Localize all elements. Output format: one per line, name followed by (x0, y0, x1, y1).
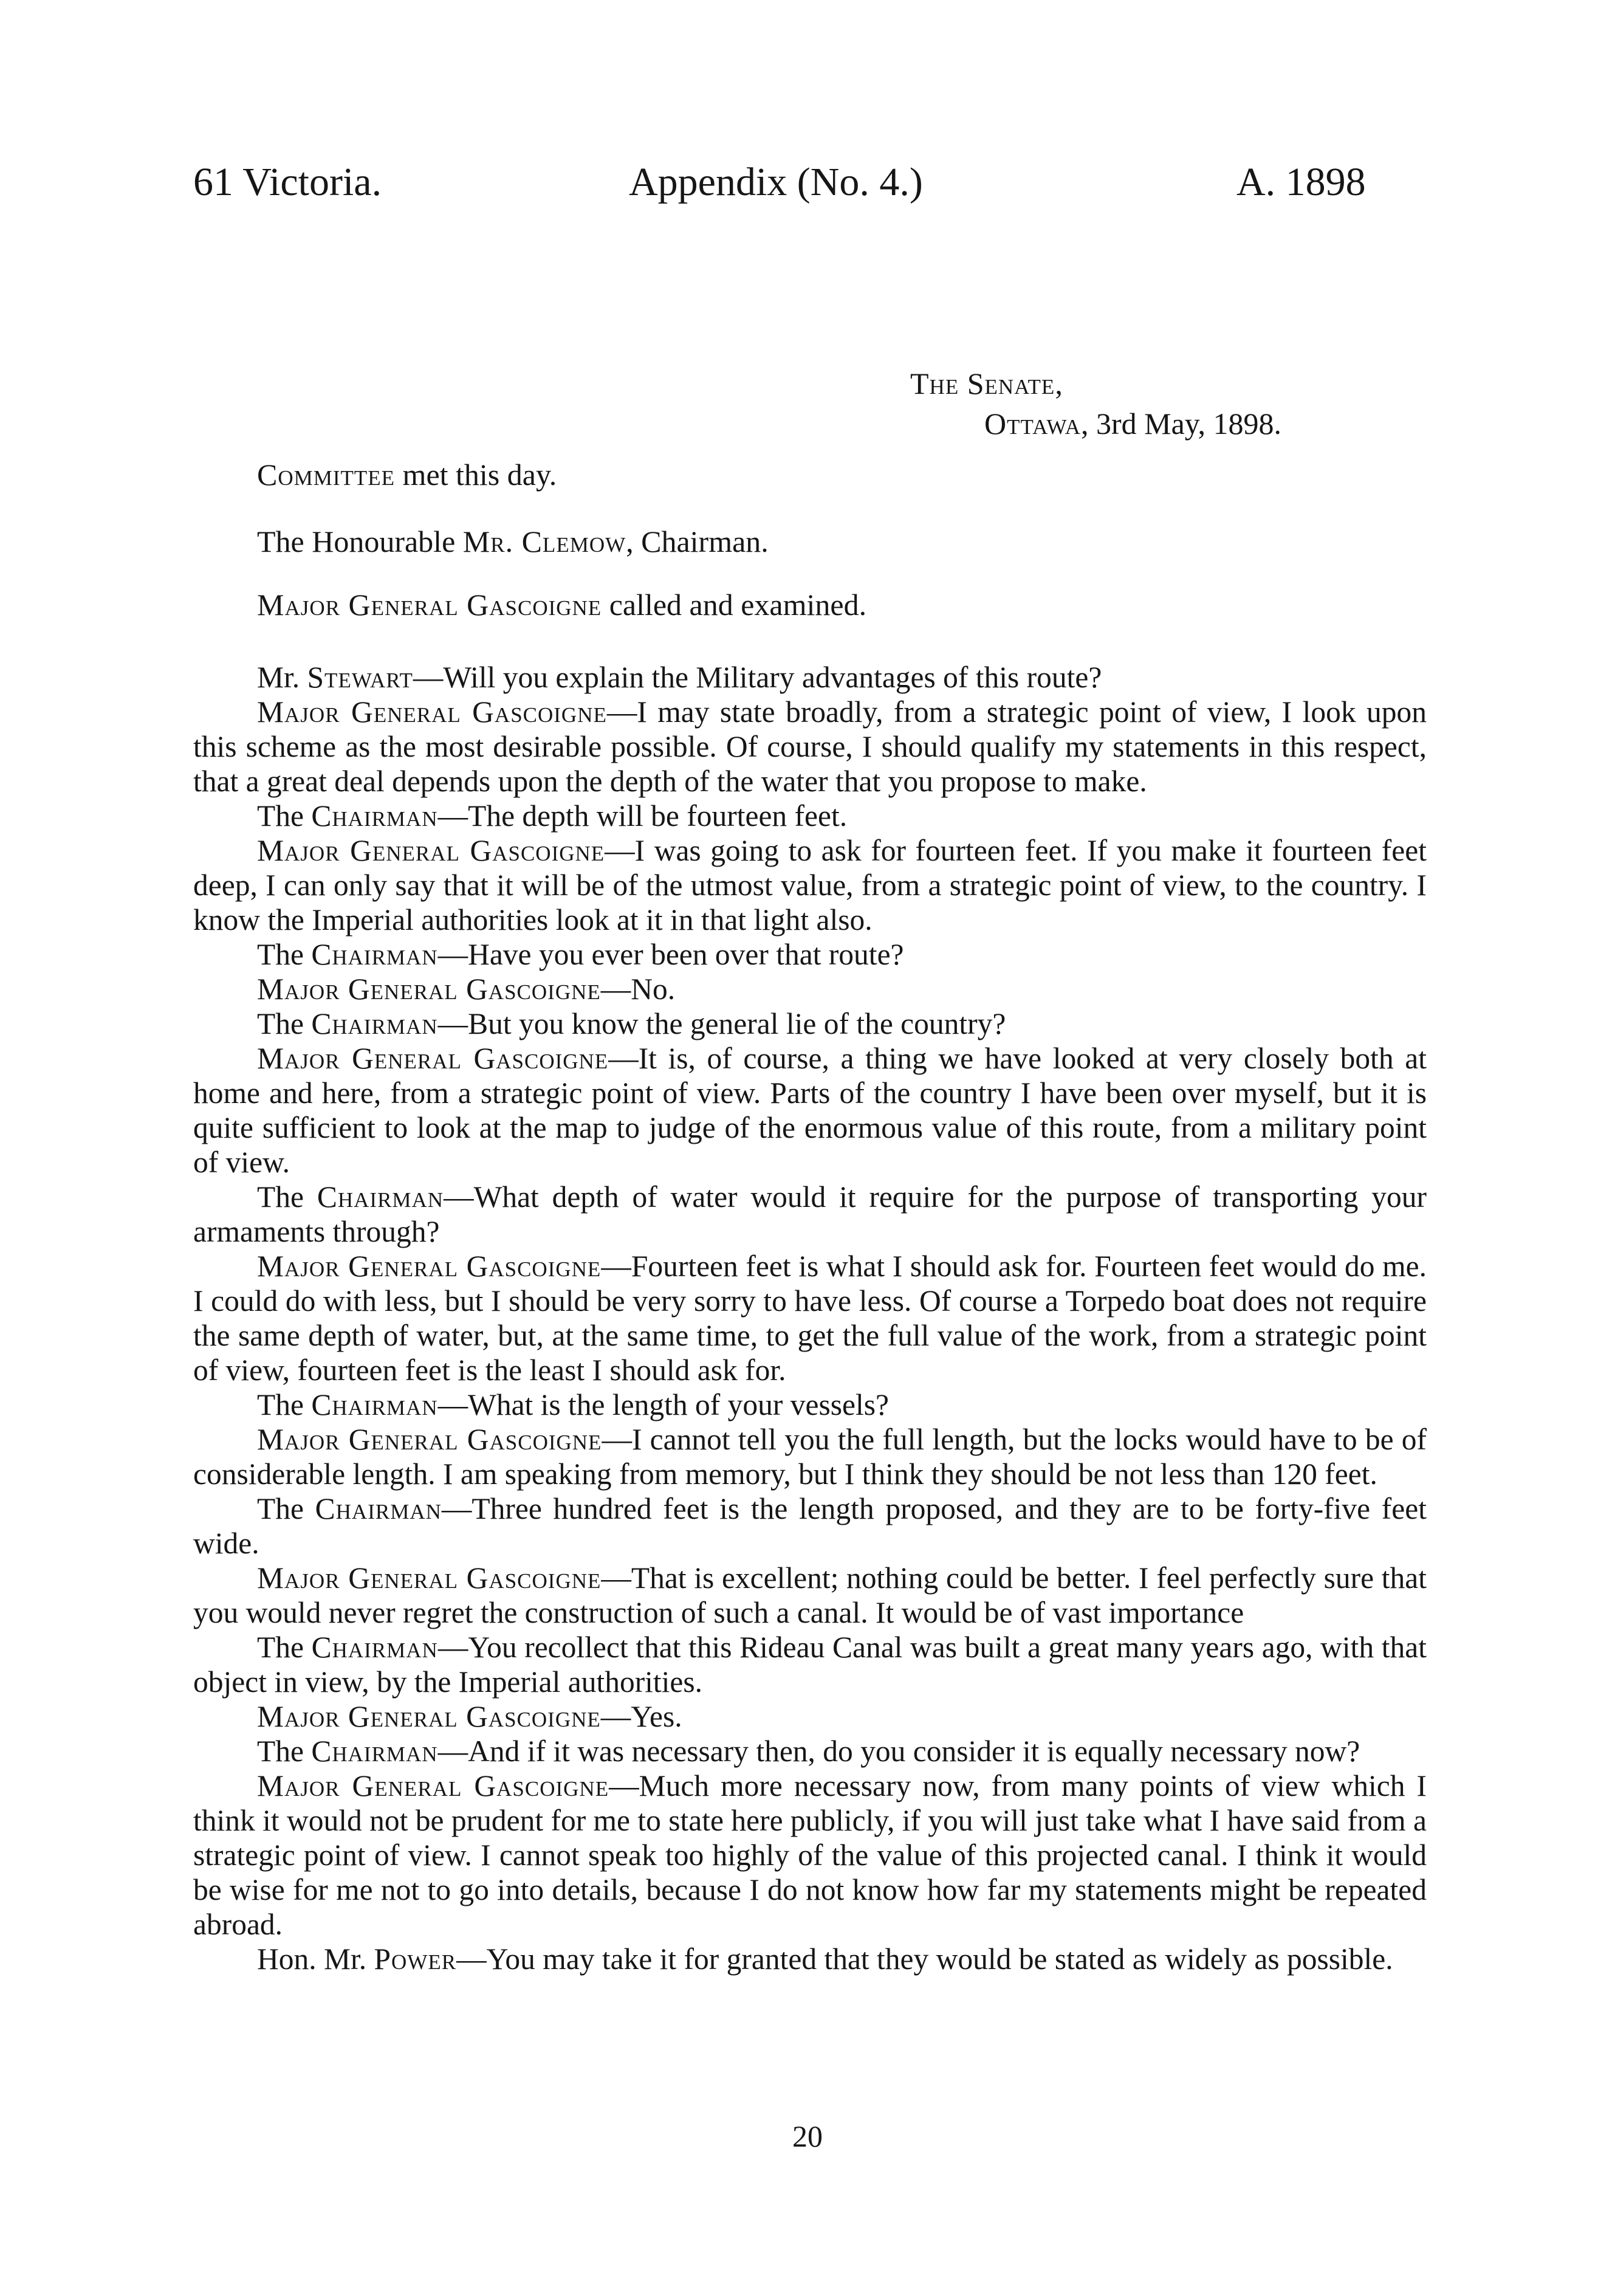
testimony-text: —Yes. (600, 1700, 682, 1733)
speaker-prefix: The (257, 1492, 315, 1525)
dateline (910, 363, 1281, 444)
testimony (193, 660, 1427, 1976)
testimony-paragraph (193, 1006, 1427, 1041)
testimony-paragraph (193, 1180, 1427, 1249)
speaker-name: Stewart (307, 661, 413, 694)
speaker-name: Chairman (311, 1734, 438, 1768)
speaker-name: Power (374, 1942, 457, 1976)
chairman-suffix: , Chairman. (626, 524, 769, 559)
speaker-prefix: Mr. (257, 661, 307, 694)
speaker-prefix: The (257, 938, 312, 971)
testimony-text: —You may take it for granted that they would be stated as widely as possible. (456, 1942, 1393, 1976)
testimony-paragraph (193, 1387, 1427, 1422)
dateline-date: , 3rd May, 1898. (1080, 407, 1282, 441)
testimony-paragraph (193, 1422, 1427, 1491)
testimony-paragraph (193, 1942, 1427, 1976)
dateline-place-date (910, 404, 1281, 444)
witness-name: Major General Gascoigne (257, 588, 602, 622)
testimony-text: —No. (600, 972, 676, 1006)
testimony-text: —You recollect that this Rideau Canal was built a great many years ago, with that object in view, by the Imperial authorities. (193, 1631, 1427, 1699)
speaker-name: Chairman (317, 1180, 444, 1214)
speaker-name: Chairman (311, 1631, 438, 1664)
witness-suffix: called and examined. (602, 588, 867, 622)
testimony-text: —Fourteen feet is what I should ask for. Fourteen feet would do me. I could do with less, but I should be very sorry to have less. Of course a Torpedo boat does not require the same depth of water, but, at the same time, to get the full value of the work, from a strategic point of view, fourteen feet is the least I should ask for. (193, 1249, 1427, 1387)
speaker-name: Major General Gascoigne (257, 695, 607, 729)
speaker-name: Chairman (315, 1492, 442, 1525)
testimony-paragraph (193, 972, 1427, 1006)
witness-line (193, 585, 1408, 651)
honourable-prefix: The Honourable (257, 524, 463, 559)
speaker-prefix: The (257, 1631, 312, 1664)
witness-paragraph (257, 585, 1408, 625)
testimony-paragraph (193, 1249, 1427, 1387)
testimony-text: —I cannot tell you the full length, but the locks would have to be of considerable length. I am speaking from memory, but I think they should be not less than 120 feet. (193, 1423, 1427, 1491)
testimony-paragraph (193, 937, 1427, 972)
speaker-name: Major General Gascoigne (257, 1769, 609, 1803)
committee-line (193, 455, 1408, 521)
speaker-name: Major General Gascoigne (257, 1561, 602, 1595)
dateline-senate: The Senate, (910, 366, 1063, 400)
speaker-name: Major General Gascoigne (257, 834, 605, 867)
committee-label: Committee (257, 458, 396, 492)
testimony-paragraph (193, 1768, 1427, 1942)
speaker-name: Chairman (311, 938, 438, 971)
session-label: 61 Victoria. (193, 160, 382, 204)
speaker-prefix: The (257, 799, 312, 833)
speaker-prefix: The (257, 1388, 312, 1421)
testimony-paragraph (193, 799, 1427, 833)
testimony-text: —I was going to ask for fourteen feet. If you make it fourteen feet deep, I can only say that it will be of the utmost value, from a strategic point of view, to the country. I know the Imperial authorities look at it in that light also. (193, 834, 1427, 937)
testimony-paragraph (193, 1491, 1427, 1561)
speaker-prefix: The (257, 1734, 312, 1768)
appendix-label: Appendix (No. 4.) (629, 160, 923, 204)
speaker-name: Major General Gascoigne (257, 1423, 602, 1456)
speaker-name: Chairman (311, 1388, 438, 1421)
speaker-name: Chairman (311, 1007, 438, 1040)
testimony-text: —That is excellent; nothing could be better. I feel perfectly sure that you would never regret the construction of such a canal. It would be of vast importance (193, 1561, 1427, 1629)
testimony-text: —What is the length of your vessels? (437, 1388, 889, 1421)
testimony-text: —Much more necessary now, from many points of view which I think it would not be prudent for me to state here publicly, if you will just take what I have said from a strategic point of view. I cannot speak too highly of the value of this projected canal. I think it would be wise for me not to go into details, because I do not know how far my statements might be repeated abroad. (193, 1769, 1427, 1941)
page-number: 20 (792, 2119, 823, 2153)
chairman-name: Mr. Clemow (462, 524, 626, 559)
speaker-name: Major General Gascoigne (257, 1249, 602, 1283)
testimony-paragraph (193, 1561, 1427, 1630)
testimony-paragraph (193, 1734, 1427, 1768)
testimony-text: —The depth will be fourteen feet. (437, 799, 848, 833)
testimony-text: —And if it was necessary then, do you consider it is equally necessary now? (437, 1734, 1360, 1768)
testimony-paragraph (193, 695, 1427, 799)
testimony-text: —It is, of course, a thing we have looked at very closely both at home and here, from a strategic point of view. Parts of the country I have been over myself, but it is quite sufficient to look at the map to judge of the enormous value of this route, from a military point of view. (193, 1042, 1427, 1179)
testimony-paragraph (193, 1699, 1427, 1734)
testimony-text: —Will you explain the Military advantages of this route? (413, 661, 1102, 694)
testimony-text: —I may state broadly, from a strategic point of view, I look upon this scheme as the most desirable possible. Of course, I should qualify my statements in this respect, that a great deal depends upon the depth of the water that you propose to make. (193, 695, 1427, 798)
speaker-prefix: The (257, 1007, 312, 1040)
testimony-text: —What depth of water would it require for the purpose of transporting your armaments through? (193, 1180, 1427, 1248)
committee-text: met this day. (395, 458, 557, 492)
running-head (0, 155, 1615, 210)
speaker-name: Major General Gascoigne (257, 1042, 609, 1075)
committee-paragraph (257, 455, 1408, 495)
testimony-paragraph (193, 833, 1427, 937)
chairman-paragraph (257, 521, 1408, 562)
testimony-text: —But you know the general lie of the country? (437, 1007, 1006, 1040)
speaker-name: Major General Gascoigne (257, 972, 601, 1006)
chairman-line (193, 521, 1408, 588)
testimony-paragraph (193, 660, 1427, 695)
testimony-paragraph (193, 1041, 1427, 1180)
speaker-name: Chairman (311, 799, 438, 833)
testimony-text: —Have you ever been over that route? (437, 938, 904, 971)
speaker-prefix: The (257, 1180, 317, 1214)
testimony-paragraph (193, 1630, 1427, 1699)
speaker-name: Major General Gascoigne (257, 1700, 601, 1733)
speaker-prefix: Hon. Mr. (257, 1942, 374, 1976)
year-label: A. 1898 (1236, 160, 1366, 204)
testimony-text: —Three hundred feet is the length proposed, and they are to be forty-five feet wide. (193, 1492, 1427, 1560)
dateline-place: Ottawa (984, 407, 1081, 441)
